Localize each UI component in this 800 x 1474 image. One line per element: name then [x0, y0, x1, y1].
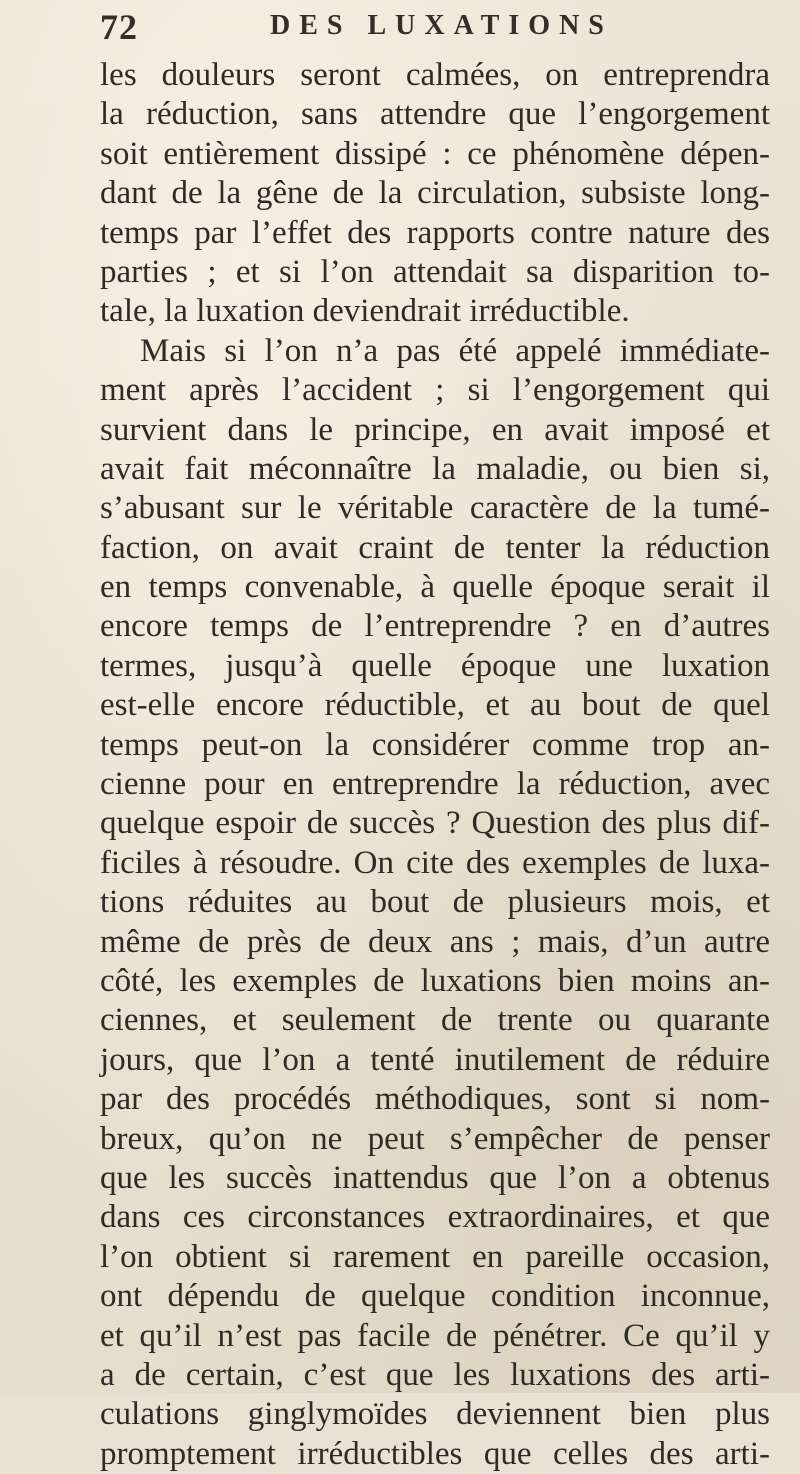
text-line: les douleurs seront calmées, on entreprendra — [100, 57, 770, 93]
text-line: temps peut-on la considérer comme trop an- — [100, 726, 770, 763]
text-line: ment après l’accident ; si l’engorgement qui — [100, 372, 770, 409]
text-line: breux, qu’on ne peut s’empêcher de penser — [100, 1120, 770, 1157]
text-line: par des procédés méthodiques, sont si nom- — [100, 1081, 770, 1118]
text-line: l’on obtient si rarement en pareille occasion, — [100, 1238, 770, 1275]
text-line: tions réduites au bout de plusieurs mois, et — [100, 884, 770, 921]
text-line: soit entièrement dissipé : ce phénomène dépen- — [100, 135, 770, 172]
page-header — [100, 6, 800, 56]
text-line: même de près de deux ans ; mais, d’un autre — [100, 923, 770, 960]
text-line: et qu’il n’est pas facile de pénétrer. Ce qu’il y — [100, 1317, 770, 1354]
text-line: survient dans le principe, en avait imposé et — [100, 411, 770, 448]
text-line: est-elle encore réductible, et au bout de quel — [100, 687, 770, 724]
text-line: parties ; et si l’on attendait sa disparition to- — [100, 253, 770, 290]
page-number: 72 — [100, 7, 138, 47]
text-line: ficiles à résoudre. On cite des exemples de luxa- — [100, 844, 770, 881]
text-line: promptement irréductibles que celles des arti- — [100, 1435, 770, 1472]
body-text — [100, 56, 770, 1474]
text-line: faction, on avait craint de tenter la réduction — [100, 529, 770, 566]
text-line: tale, la luxation deviendrait irréductible. — [100, 293, 630, 330]
text-line: jours, que l’on a tenté inutilement de réduire — [100, 1041, 770, 1078]
text-line: la réduction, sans attendre que l’engorgement — [100, 96, 770, 133]
text-line: dant de la gêne de la circulation, subsiste long- — [100, 175, 770, 212]
text-line: Mais si l’on n’a pas été appelé immédiate- — [140, 332, 770, 369]
text-line: culations ginglymoïdes deviennent bien plus — [100, 1396, 770, 1433]
text-line: en temps convenable, à quelle époque serait il — [100, 569, 770, 606]
text-line: a de certain, c’est que les luxations des arti- — [100, 1356, 770, 1393]
text-line: dans ces circonstances extraordinaires, et que — [100, 1199, 770, 1236]
text-line: s’abusant sur le véritable caractère de la tumé- — [100, 490, 770, 527]
text-line: quelque espoir de succès ? Question des plus dif- — [100, 805, 770, 842]
text-line: que les succès inattendus que l’on a obtenus — [100, 1159, 770, 1196]
running-title: DES LUXATIONS — [270, 10, 613, 41]
text-line: cienne pour en entreprendre la réduction, avec — [100, 766, 770, 803]
text-line: avait fait méconnaître la maladie, ou bien si, — [100, 450, 770, 487]
text-line: ont dépendu de quelque condition inconnue, — [100, 1278, 770, 1315]
text-line: encore temps de l’entreprendre ? en d’autres — [100, 608, 770, 645]
text-line: côté, les exemples de luxations bien moins an- — [100, 962, 770, 999]
text-line: termes, jusqu’à quelle époque une luxation — [100, 647, 770, 684]
text-line: ciennes, et seulement de trente ou quarante — [100, 1002, 770, 1039]
text-line: temps par l’effet des rapports contre nature des — [100, 214, 770, 251]
